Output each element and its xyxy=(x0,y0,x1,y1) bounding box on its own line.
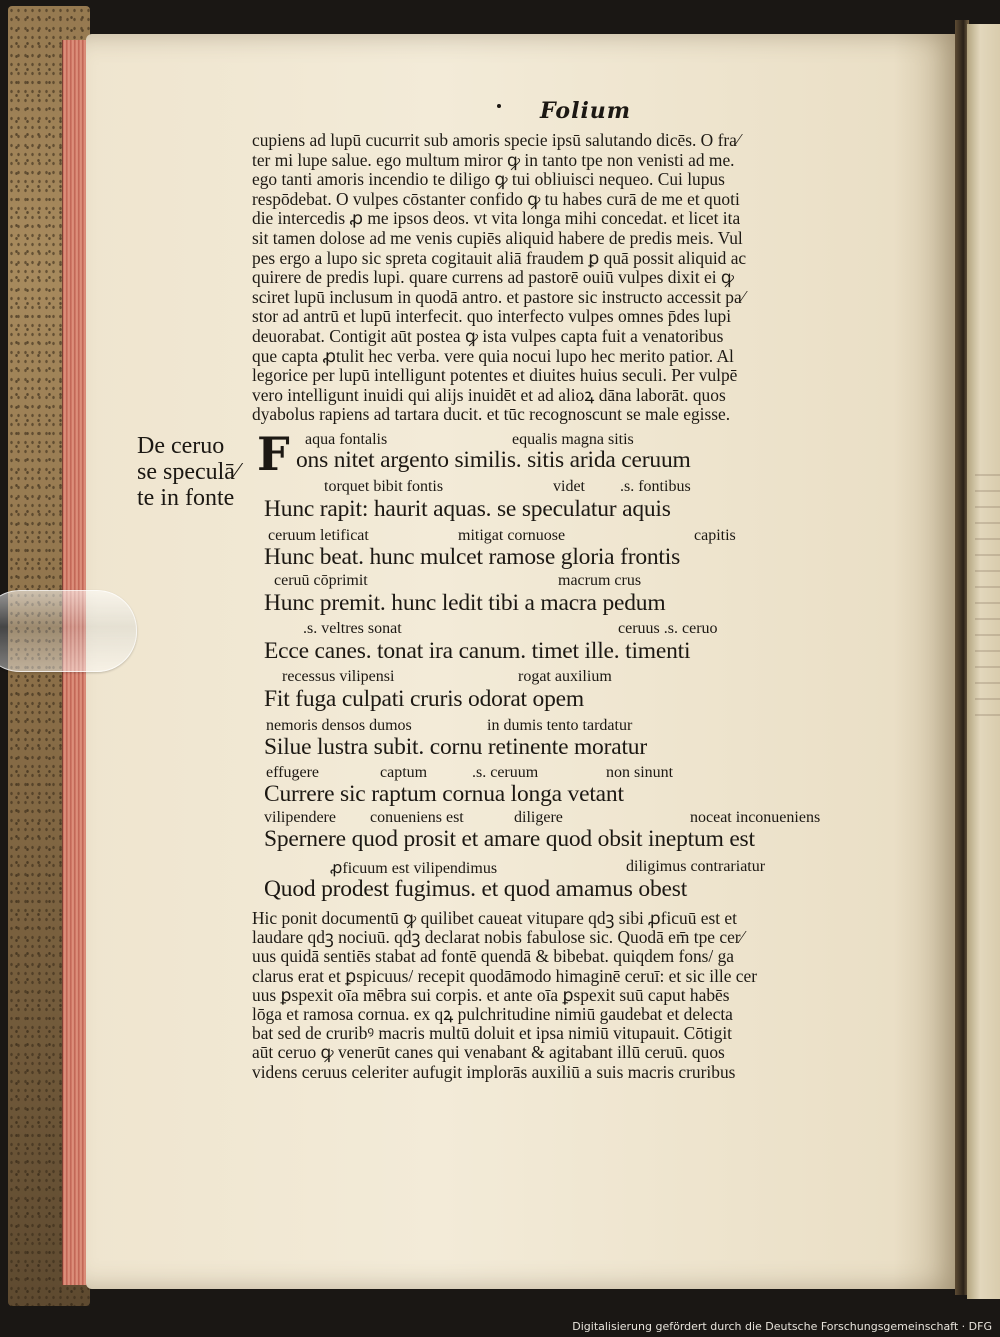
initial-capital: F xyxy=(257,427,290,481)
margin-note xyxy=(137,433,257,511)
verse-line: Ecce canes. tonat ira canum. timet ille. timenti xyxy=(264,638,691,664)
prose-line: sciret lupū inclusum in quodā antro. et pastore sic instructo accessit pa⁄ xyxy=(252,286,745,307)
verse-gloss: non sinunt xyxy=(606,764,674,781)
verse-gloss: aqua fontalis xyxy=(305,431,388,448)
prose-line: videns ceruus celeriter aufugit implorās auxiliū a suis macris cruribus xyxy=(252,1061,736,1082)
prose-line: die intercedis ꝓ me ipsos deos. vt vita longa mihi concedat. et licet ita xyxy=(252,208,741,229)
prose-line: uus quidā sentiēs stabat ad fontē quendā & bibebat. quiqdem fons/ ga xyxy=(252,946,734,967)
verse-gloss: noceat inconueniens xyxy=(690,809,821,826)
prose-line: uus ꝑspexit oīa mēbra sui corpis. et ante oīa ꝑspexit suū caput habēs xyxy=(252,984,730,1005)
prose-line: deuorabat. Contigit aūt postea ꝙ ista vulpes capta fuit a venatoribus xyxy=(252,325,724,346)
margin-note-line: De ceruo xyxy=(137,433,225,459)
prose-line: quirere de predis lupi. quare currens ad pastorē ouiū vulpes dixit ei ꝙ xyxy=(252,267,734,288)
verse-gloss: in dumis tento tardatur xyxy=(487,717,633,734)
verse-gloss: .s. veltres sonat xyxy=(303,620,402,637)
verse-gloss: diligimus contrariatur xyxy=(626,858,766,875)
prose-line: clarus erat et ꝑspicuus/ recepit quodāmodo himaginē ceruī: et sic ille cer xyxy=(252,965,758,986)
prose-line: ego tanti amoris incendio te diligo ꝙ tui obliuisci nequeo. Cui lupus xyxy=(252,169,725,190)
verse-gloss: videt xyxy=(553,478,585,495)
verse-gloss: nemoris densos dumos xyxy=(266,717,412,734)
verse-line: Currere sic raptum cornua longa vetant xyxy=(264,781,624,807)
prose-line: que capta ꝓtulit hec verba. vere quia nocui lupo hec merito patior. Al xyxy=(252,345,734,366)
verse-gloss: macrum crus xyxy=(558,572,642,589)
verse-line: ons nitet argento similis. sitis arida ceruum xyxy=(296,447,691,473)
prose-line: cupiens ad lupū cucurrit sub amoris specie ipsū salutando dicēs. O fra⁄ xyxy=(252,130,740,150)
verse-gloss: diligere xyxy=(514,809,563,826)
verse-gloss: ceruum letificat xyxy=(268,527,369,544)
verse-gloss: effugere xyxy=(266,764,319,781)
prose-line: vero intelligunt inuidi qui alijs inuidēt et ad alioꝝ dāna laborāt. quos xyxy=(252,384,726,405)
verse-line: Hunc beat. hunc mulcet ramose gloria frontis xyxy=(264,544,681,570)
verse-line: Quod prodest fugimus. et quod amamus obest xyxy=(264,876,688,902)
prose-line: pes ergo a lupo sic spreta cogitauit aliā fraudem ꝑ quā possit aliquid ac xyxy=(252,247,747,268)
verse-gloss: ceruū cōprimit xyxy=(274,572,368,589)
prose-line: stor ad antrū et lupū interfecit. quo interfecto vulpes omnes p̄des lupi xyxy=(252,306,732,327)
page-header: Folium xyxy=(540,98,632,124)
prose-line: aūt ceruo ꝙ venerūt canes qui venabant & agitabant illū ceruū. quos xyxy=(252,1042,725,1063)
verse-gloss: captum xyxy=(380,764,428,781)
verse-gloss: ꝓficuum est vilipendimus xyxy=(330,860,498,877)
verse-line: Hunc rapit: haurit aquas. se speculatur aquis xyxy=(264,496,671,522)
verse-gloss: .s. ceruum xyxy=(472,764,539,781)
prose-bottom xyxy=(252,909,862,1082)
verse-gloss: torquet bibit fontis xyxy=(324,478,444,495)
verse-gloss: rogat auxilium xyxy=(518,668,612,685)
prose-line: sit tamen dolose ad me venis cupiēs aliquid habere de predis meis. Vul xyxy=(252,227,743,248)
prose-top xyxy=(252,131,862,425)
margin-note-line: te in fonte xyxy=(137,485,235,511)
verse-line: Fit fuga culpati cruris odorat opem xyxy=(264,686,584,712)
margin-note-line: se speculā⁄ xyxy=(137,459,239,485)
prose-line: dyabolus rapiens ad tartara ducit. et tūc recognoscunt se male egisse. xyxy=(252,404,731,425)
verse-gloss: recessus vilipensi xyxy=(282,668,395,685)
verse-gloss: mitigat cornuose xyxy=(458,527,566,544)
verse-line: Hunc premit. hunc ledit tibi a macra pedum xyxy=(264,590,666,616)
verse-gloss: vilipendere xyxy=(264,809,336,826)
prose-line: legorice per lupū intelligunt potentes et diuites huius seculi. Per vulpē xyxy=(252,365,738,386)
prose-line: lōga et ramosa cornua. ex qꝝ pulchritudine nimiū gaudebat et delecta xyxy=(252,1003,733,1024)
verse-gloss: capitis xyxy=(694,527,736,544)
verse-line: Silue lustra subit. cornu retinente moratur xyxy=(264,734,647,760)
footer-credit: Digitalisierung gefördert durch die Deutsche Forschungsgemeinschaft · DFG xyxy=(572,1320,992,1333)
verse-gloss: equalis magna sitis xyxy=(512,431,634,448)
prose-line: bat sed de cruribꝰ macris multū doluit et ipsa nimiū vitupauit. Cōtigit xyxy=(252,1023,732,1044)
verse-gloss: .s. fontibus xyxy=(620,478,691,495)
prose-line: laudare qdꝫ nociuū. qdꝫ declarat nobis fabulose sic. Quodā em̄ tpe cer⁄ xyxy=(252,927,744,948)
prose-line: respōdebat. O vulpes cōstanter confido ꝙ tu habes curā de me et quoti xyxy=(252,188,740,209)
prose-line: ter mi lupe salue. ego multum miror ꝙ in tanto tpe non venisti ad me. xyxy=(252,149,735,170)
verse-gloss: ceruus .s. ceruo xyxy=(618,620,718,637)
verse-gloss: conueniens est xyxy=(370,809,464,826)
prose-line: Hic ponit documentū ꝙ quilibet caueat vitupare qdꝫ sibi ꝓficuū est et xyxy=(252,908,737,928)
plastic-page-clip xyxy=(0,590,137,672)
verse-line: Spernere quod prosit et amare quod obsit ineptum est xyxy=(264,826,755,852)
